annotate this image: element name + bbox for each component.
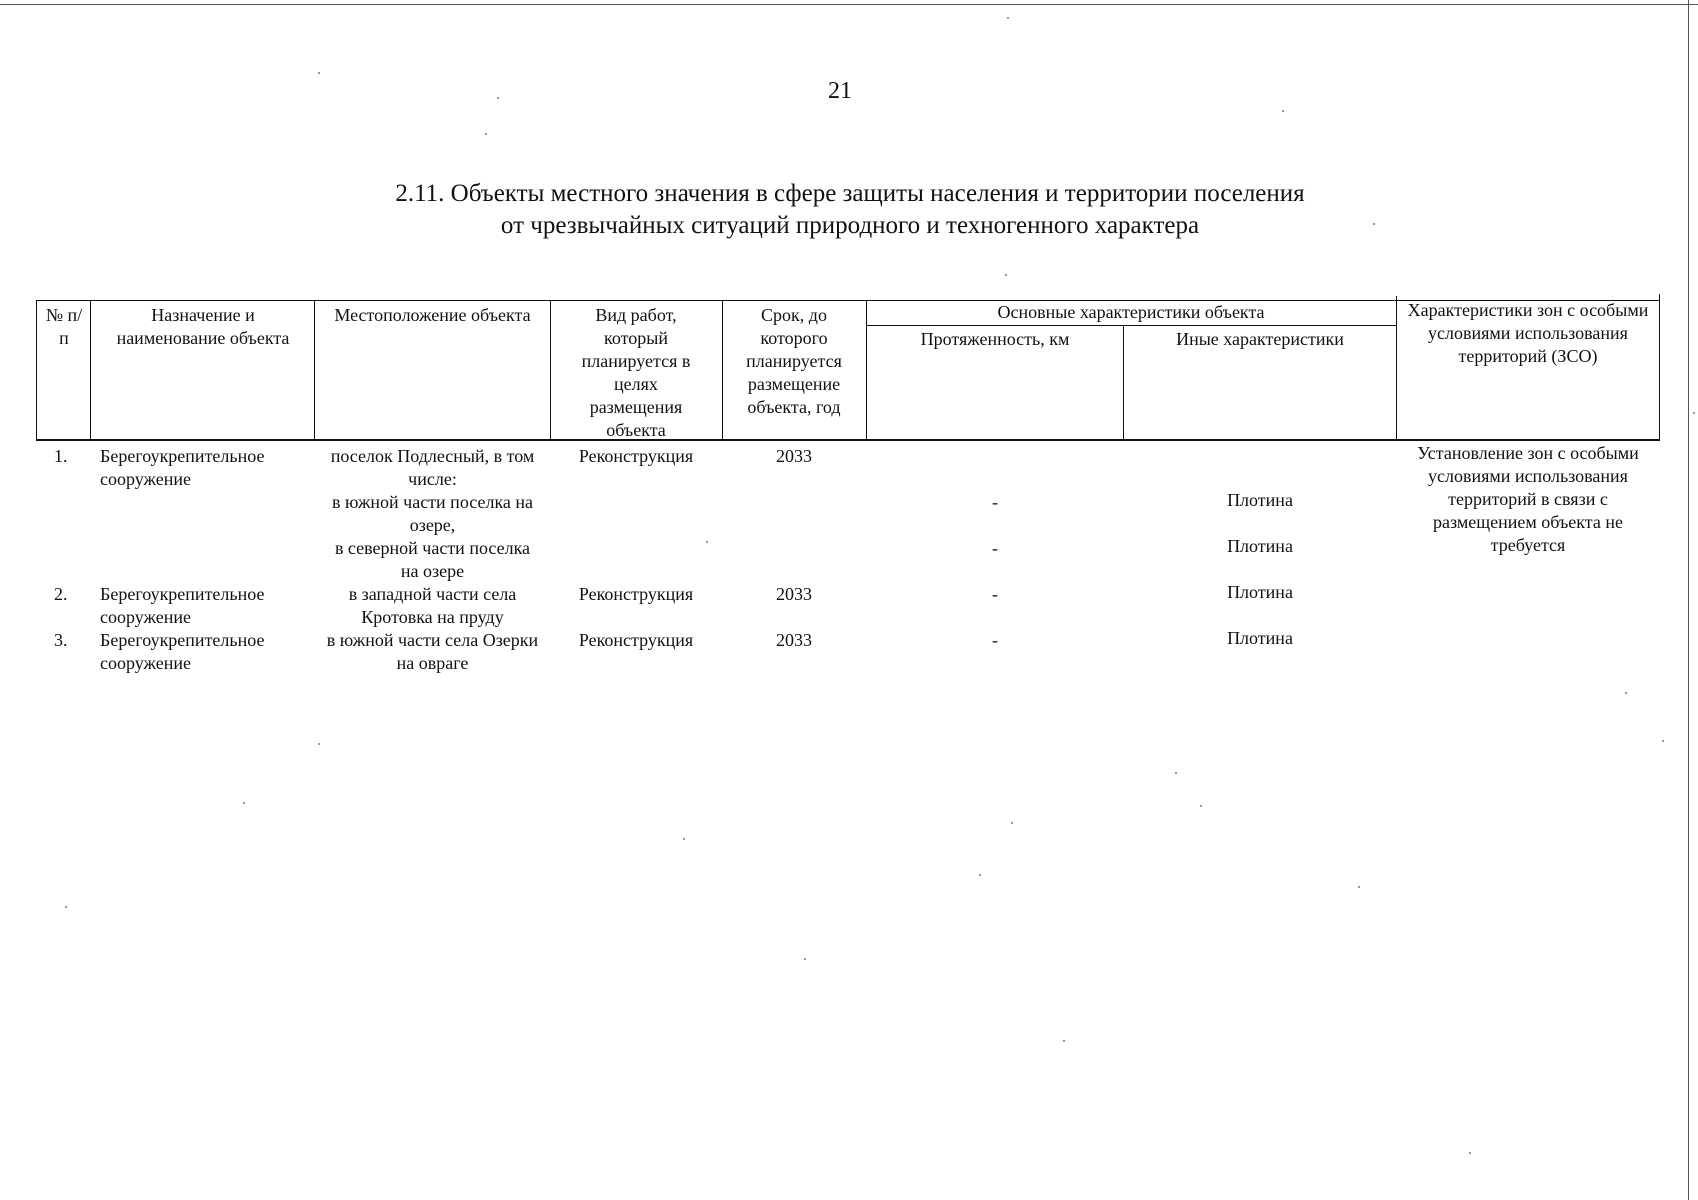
- scan-right-edge: [1688, 0, 1689, 1200]
- row-other: Плотина: [1227, 582, 1293, 602]
- header-other-characteristics: Иные характеристики: [1176, 329, 1344, 349]
- header-location: Местоположение объекта: [334, 305, 531, 325]
- row-num: 1.: [54, 446, 68, 466]
- row-name: Берегоукрепительное сооружение: [100, 446, 265, 489]
- header-work: Вид работ, который планируется в целях размещения объекта: [581, 305, 691, 440]
- row-term: 2033: [776, 584, 812, 604]
- row-num: 3.: [54, 630, 68, 650]
- row-other: Плотина: [1227, 628, 1293, 648]
- row-work: Реконструкция: [578, 446, 694, 466]
- header-num: № п/п: [45, 305, 83, 348]
- header-length: Протяженность, км: [920, 329, 1070, 349]
- row-location: в южной части села Озерки на овраге: [326, 630, 539, 673]
- row-location: поселок Подлесный, в том числе:: [330, 446, 535, 489]
- row-name: Берегоукрепительное сооружение: [100, 584, 265, 627]
- row-num: 2.: [54, 584, 68, 604]
- row-work: Реконструкция: [578, 630, 694, 650]
- row-zso: Установление зон с особыми условиями использования территорий в связи с размещением объекта не требуется: [1417, 443, 1639, 555]
- row-sublocation: в южной части поселка на озере,: [331, 492, 534, 535]
- header-term: Срок, до которого планируется размещение объекта, год: [746, 305, 842, 417]
- scan-top-edge: [0, 4, 1698, 5]
- header-main-characteristics: Основные характеристики объекта: [997, 302, 1265, 322]
- row-sublocation: в северной части поселка на озере: [334, 538, 531, 581]
- row-location: в западной части села Кротовка на пруду: [348, 584, 517, 627]
- row-other: Плотина: [1227, 490, 1293, 510]
- header-zso: Характеристики зон с особыми условиями использования территорий (ЗСО): [1407, 300, 1649, 366]
- header-name: Назначение и наименование объекта: [116, 305, 290, 348]
- page-number: 21: [828, 78, 852, 104]
- row-length: -: [992, 538, 998, 558]
- row-other: Плотина: [1227, 536, 1293, 556]
- row-length: -: [992, 584, 998, 604]
- row-length: -: [992, 492, 998, 512]
- row-term: 2033: [776, 446, 812, 466]
- row-term: 2033: [776, 630, 812, 650]
- page-subtitle: от чрезвычайных ситуаций природного и техногенного характера: [500, 212, 1200, 239]
- page-title: 2.11. Объекты местного значения в сфере защиты населения и территории поселения: [395, 180, 1305, 207]
- row-length: -: [992, 630, 998, 650]
- row-work: Реконструкция: [578, 584, 694, 604]
- row-name: Берегоукрепительное сооружение: [100, 630, 265, 673]
